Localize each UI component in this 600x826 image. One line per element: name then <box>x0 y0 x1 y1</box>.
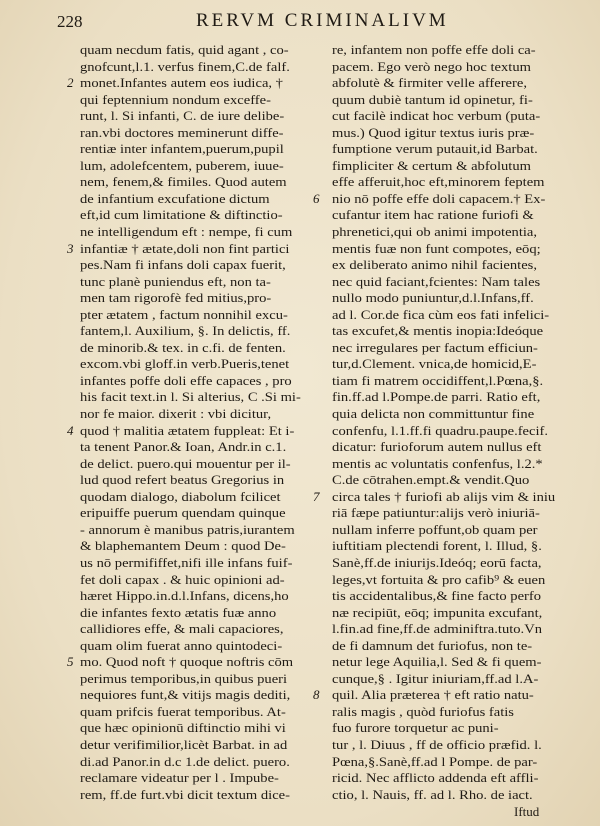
text-line <box>80 770 330 787</box>
margin-note-number: 2 <box>67 75 74 91</box>
line-text: cufantur item hac ratione furiofi & <box>332 207 534 223</box>
line-text: ad l. Cor.de fica cùm eos fati infelici- <box>332 306 550 322</box>
text-line <box>80 406 330 423</box>
text-line <box>332 505 582 522</box>
margin-note-number: 3 <box>67 240 74 256</box>
text-line <box>80 605 330 622</box>
line-text: eripuiffe puerum quendam quinque <box>80 505 286 521</box>
text-line <box>80 456 330 473</box>
text-line <box>80 158 330 175</box>
line-text: fin.ff.ad l.Pompe.de parri. Ratio eft, <box>332 389 541 405</box>
line-text: de fi damnum det furiofus, non te- <box>332 637 533 653</box>
line-text: ctio, l. Nauis, ff. ad l. Rho. de iact. <box>332 786 533 802</box>
text-line <box>80 174 330 191</box>
line-text: fet doli capax . & huic opinioni ad- <box>80 571 285 587</box>
line-text: effe afferuit,hoc eft,minorem feptem <box>332 174 545 190</box>
line-text: nem, fenem,& fimiles. Quod autem <box>80 174 287 190</box>
text-line <box>332 59 582 76</box>
text-line <box>332 538 582 555</box>
text-line <box>332 42 582 59</box>
line-text: re, infantem non poffe effe doli ca- <box>332 42 536 57</box>
line-text: næ recipiūt, eōq; impunita excufant, <box>332 604 543 620</box>
text-line <box>80 439 330 456</box>
line-text: ricid. Nec afflicto addenda eft affli- <box>332 770 539 786</box>
line-text: cunque,§ . Igitur iniuriam,ff.ad l.A- <box>332 670 539 686</box>
text-line <box>80 671 330 688</box>
text-line <box>332 356 582 373</box>
text-line <box>80 191 330 208</box>
line-text: perimus temporibus,in quibus pueri <box>80 670 288 686</box>
line-text: tur,d.Clement. vnica,de homicid,E- <box>332 356 537 372</box>
line-text: rentiæ inter infantem,puerum,pupil <box>80 141 284 157</box>
text-line <box>67 422 330 440</box>
margin-note-number: 6 <box>313 190 320 206</box>
line-text: ne intelligendum eft : nempe, fi cum <box>80 224 293 240</box>
line-text: di.ad Panor.in d.c 1.de delict. puero. <box>80 753 290 769</box>
line-text: iuftitiam plectendi forent, l. Illud, §. <box>332 538 542 554</box>
text-line <box>80 108 330 125</box>
line-text: de minorib.& tex. in c.fi. de fenten. <box>80 339 286 355</box>
line-text: callidiores effe, & mali capaciores, <box>80 621 284 637</box>
text-line <box>80 389 330 406</box>
line-text: fuo furore torquetur ac puni- <box>332 720 499 736</box>
line-text: die infantes fexto ætatis fuæ anno <box>80 604 277 620</box>
line-text: lum, adolefcentem, puberem, iuue- <box>80 157 284 173</box>
line-text: pacem. Ego verò nego hoc textum <box>332 58 531 74</box>
line-text: ralis magis , quòd furiofus fatis <box>332 703 514 719</box>
text-line <box>80 92 330 109</box>
line-text: gnofcunt,l.1. verfus finem,C.de falf. <box>80 58 290 74</box>
line-text: mentis ac voluntatis confenfus, l.2.* <box>332 455 543 471</box>
line-text: reclamare videatur per l . Impube- <box>80 770 279 786</box>
text-line <box>332 456 582 473</box>
line-text: quum dubiè tantum id opinetur, fi- <box>332 91 533 107</box>
text-line <box>80 522 330 539</box>
line-text: eft,id cum limitatione & diftinctio- <box>80 207 283 223</box>
text-line <box>80 472 330 489</box>
line-text: lud quod refert beatus Gregorius in <box>80 472 285 488</box>
text-line <box>332 307 582 324</box>
text-line <box>67 654 330 671</box>
text-line <box>332 92 582 109</box>
text-line <box>332 588 582 605</box>
line-text: nec irregulares per factum efficiun- <box>332 339 538 355</box>
text-line <box>80 737 330 754</box>
line-text: ex deliberato animo nihil facientes, <box>332 257 537 273</box>
text-line <box>80 687 330 704</box>
line-text: quam prifcis fuerat temporibus. At- <box>80 703 286 719</box>
line-text: de delict. puero.qui mouentur per il- <box>80 455 291 471</box>
line-text: excom.vbi gloff.in verb.Pueris,tenet <box>80 356 290 372</box>
line-text: nullam inferre poffunt,ob quam per <box>332 521 538 537</box>
line-text: runt, l. Si infanti, C. de iure delibe- <box>80 108 285 124</box>
text-line <box>332 389 582 406</box>
line-text: dicatur: furioforum autem nullus eft <box>332 439 542 455</box>
text-line <box>332 174 582 191</box>
text-line <box>313 687 582 704</box>
text-line <box>332 340 582 357</box>
text-line <box>80 555 330 572</box>
line-text: ta tenent Panor.& Ioan, Andr.in c.1. <box>80 439 287 455</box>
text-line <box>332 754 582 771</box>
text-line <box>332 257 582 274</box>
page-header <box>0 8 600 38</box>
line-text: Pœna,§.Sanè,ff.ad l Pompe. de par- <box>332 753 538 769</box>
text-line <box>80 42 330 59</box>
text-line <box>332 125 582 142</box>
text-line <box>332 572 582 589</box>
line-text: fantem,l. Auxilium, §. In delictis, ff. <box>80 323 291 339</box>
line-text: C.de cōtrahen.empt.& vendit.Quo <box>332 472 530 488</box>
text-line <box>80 754 330 771</box>
text-line <box>332 274 582 291</box>
text-line <box>332 654 582 671</box>
text-line <box>332 108 582 125</box>
text-line <box>80 307 330 324</box>
line-text: his facit text.in l. Si alterius, C .Si mi- <box>80 389 301 405</box>
line-text: fimpliciter & certum & abfolutum <box>332 157 531 173</box>
line-text: rem, ff.de furt.vbi dicit textum dice- <box>80 786 290 802</box>
line-text: leges,vt fortuita & pro cafib⁹ & euen <box>332 571 546 587</box>
right-text-column <box>313 42 582 803</box>
line-text: cut facilè indicat hoc verbum (puta- <box>332 108 541 124</box>
text-line <box>80 59 330 76</box>
text-line <box>80 356 330 373</box>
line-text: netur lege Aquilia,l. Sed & fi quem- <box>332 654 542 670</box>
text-line <box>80 207 330 224</box>
line-text: tis accidentalibus,& fine facto perfo <box>332 588 542 604</box>
text-line <box>332 241 582 258</box>
text-line <box>332 737 582 754</box>
text-line <box>80 489 330 506</box>
line-text: infantes poffe doli effe capaces , pro <box>80 372 292 388</box>
line-text: Sanè,ff.de iniurijs.Ideóq; eorū facta, <box>332 554 542 570</box>
text-line <box>80 373 330 390</box>
line-text: qui feptennium nondum exceffe- <box>80 91 271 107</box>
line-text: infantiæ † ætate,doli non fint partici <box>80 240 290 256</box>
text-line <box>332 224 582 241</box>
line-text: & blaphemantem Deum : quod De- <box>80 538 286 554</box>
line-text: pter ætatem , factum nonnihil excu- <box>80 306 288 322</box>
text-line <box>80 290 330 307</box>
line-text: confenfu, l.1.ff.fi quadru.paupe.fecif. <box>332 422 549 438</box>
line-text: quil. Alia præterea † eft ratio natu- <box>332 687 534 703</box>
line-text: l.fin.ad fine,ff.de adminiftra.tuto.Vn <box>332 621 542 637</box>
text-line <box>332 787 582 804</box>
text-line <box>332 158 582 175</box>
running-head: RERVM CRIMINALIVM <box>196 10 449 31</box>
line-text: quia delicta non committuntur fine <box>332 406 535 422</box>
line-text: nio nō poffe effe doli capacem.† Ex- <box>332 190 546 206</box>
line-text: nor fe maior. dixerit : vbi dicitur, <box>80 406 272 422</box>
text-line <box>332 720 582 737</box>
text-line <box>332 141 582 158</box>
text-line <box>80 141 330 158</box>
line-text: nec quid faciant,fcientes: Nam tales <box>332 273 541 289</box>
line-text: quam olim fuerat anno quintodeci- <box>80 637 283 653</box>
line-text: us nō permififfet,nifi ille infans fuif- <box>80 554 293 570</box>
text-line <box>332 207 582 224</box>
line-text: detur verifimilior,licèt Barbat. in ad <box>80 736 288 752</box>
line-text: quod † malitia ætatem fuppleat: Et i- <box>80 422 295 438</box>
line-text: de infantium excufatione dictum <box>80 190 270 206</box>
text-line <box>80 257 330 274</box>
margin-note-number: 8 <box>313 687 320 703</box>
line-text: hæret Hippo.in.d.l.Infans, dicens,ho <box>80 588 289 604</box>
line-text: mentis fuæ non funt compotes, eōq; <box>332 240 541 256</box>
margin-note-number: 5 <box>67 654 74 670</box>
line-text: mus.) Quod igitur textus iuris præ- <box>332 124 535 140</box>
text-line <box>332 522 582 539</box>
left-text-column <box>67 42 330 803</box>
catchword: Iftud <box>514 804 540 819</box>
text-line <box>332 770 582 787</box>
line-text: tiam fi matrem occidiffent,l.Pœna,§. <box>332 372 544 388</box>
line-text: phrenetici,qui ob animi impotentia, <box>332 224 538 240</box>
line-text: quodam dialogo, diabolum fcilicet <box>80 488 281 504</box>
text-line <box>80 125 330 142</box>
text-line <box>80 538 330 555</box>
text-line <box>332 406 582 423</box>
page-number: 228 <box>57 12 83 31</box>
text-line <box>332 638 582 655</box>
text-line <box>332 555 582 572</box>
text-line <box>332 323 582 340</box>
text-line <box>332 621 582 638</box>
text-line <box>332 290 582 307</box>
text-line <box>80 588 330 605</box>
line-text: tas excufet,& mentis inopia:Ideóque <box>332 323 544 339</box>
text-line <box>80 787 330 804</box>
text-line <box>313 488 582 506</box>
text-line <box>332 75 582 92</box>
line-text: nullo modo puniuntur,d.l.Infans,ff. <box>332 290 534 306</box>
text-line <box>332 671 582 688</box>
text-line <box>80 224 330 241</box>
line-text: riā fæpe patiuntur:alijs verò iniuriā- <box>332 505 540 521</box>
text-line <box>80 572 330 589</box>
text-line <box>80 323 330 340</box>
text-line <box>80 340 330 357</box>
text-line <box>67 75 330 92</box>
text-line <box>80 638 330 655</box>
line-text: - annorum è manibus patris,iurantem <box>80 521 295 537</box>
text-line <box>332 704 582 721</box>
text-line <box>67 240 330 258</box>
line-text: tunc planè puniendus eft, non ta- <box>80 273 271 289</box>
text-line <box>332 439 582 456</box>
line-text: tur , l. Diuus , ff de officio præfid. l. <box>332 736 542 752</box>
text-line <box>332 373 582 390</box>
line-text: men tam rigorofè fed mitius,pro- <box>80 290 272 306</box>
text-line <box>332 423 582 440</box>
text-line <box>332 605 582 622</box>
line-text: monet.Infantes autem eos iudica, † <box>80 75 283 91</box>
line-text: circa tales † furiofi ab alijs vim & iniu <box>332 488 556 504</box>
margin-note-number: 7 <box>313 488 320 504</box>
line-text: fumptione verum putauit,id Barbat. <box>332 141 538 157</box>
text-line <box>80 621 330 638</box>
line-text: que hæc opinionū diftinctio mihi vi <box>80 720 286 736</box>
text-line <box>332 472 582 489</box>
text-line <box>313 190 582 208</box>
line-text: abfolutè & firmiter velle afferere, <box>332 75 527 91</box>
line-text: pes.Nam fi infans doli capax fuerit, <box>80 257 286 273</box>
line-text: nequiores funt,& vitijs magis dediti, <box>80 687 291 703</box>
text-line <box>80 720 330 737</box>
margin-note-number: 4 <box>67 422 74 438</box>
text-line <box>80 274 330 291</box>
text-line <box>80 704 330 721</box>
line-text: ran.vbi doctores meminerunt diffe- <box>80 124 284 140</box>
line-text: mo. Quod noft † quoque noftris cōm <box>80 654 294 670</box>
line-text: quam necdum fatis, quid agant , co- <box>80 42 289 57</box>
text-line <box>80 505 330 522</box>
